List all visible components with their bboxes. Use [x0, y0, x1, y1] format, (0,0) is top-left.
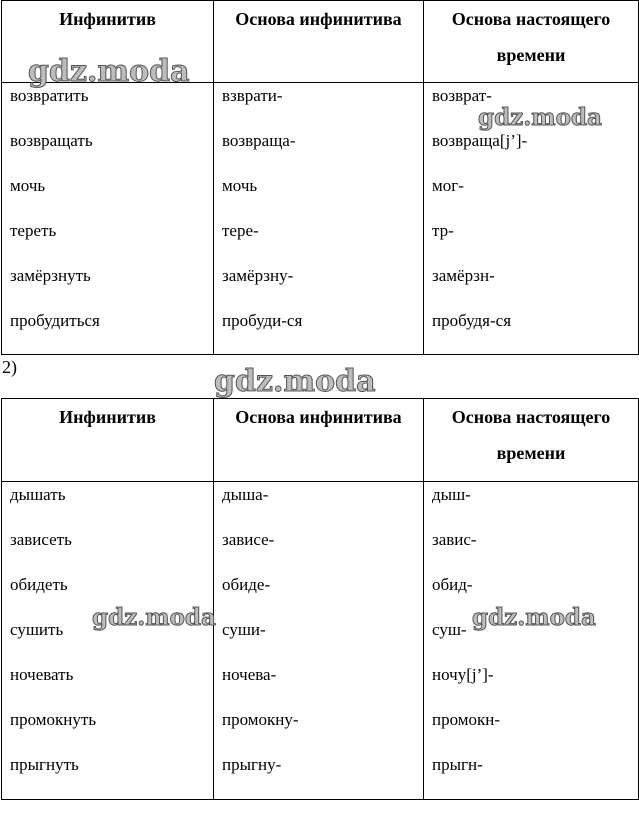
watermark: gdz.moda — [92, 604, 216, 631]
table-row — [2, 482, 639, 800]
cell-value: мог- — [432, 176, 464, 195]
infinitive-stem-column — [214, 482, 424, 800]
cell-value: замёрзнуть — [10, 266, 91, 285]
cell-value: обиде- — [222, 575, 271, 594]
cell-value: промокн- — [432, 710, 501, 729]
cell-value: обидеть — [10, 575, 68, 594]
section-label-2: 2) — [2, 357, 17, 377]
cell-value: обид- — [432, 575, 473, 594]
infinitive-column — [2, 482, 214, 800]
cell-value: зависеть — [10, 530, 72, 549]
header-infinitive-stem: Основа инфинитива — [214, 1, 424, 83]
cell-value: ночевать — [10, 665, 74, 684]
watermark: gdz.moda — [28, 54, 190, 89]
cell-value: пробуди-ся — [222, 311, 303, 330]
cell-value: завис- — [432, 530, 477, 549]
cell-value: мочь — [10, 176, 46, 195]
infinitive-stem-column — [214, 83, 424, 355]
cell-value: суш- — [432, 620, 467, 639]
cell-value: тереть — [10, 221, 57, 240]
cell-value: ночу[j’]- — [432, 665, 494, 684]
cell-value: замёрзн- — [432, 266, 495, 285]
cell-value: прыгну- — [222, 755, 282, 774]
cell-value: возвратить — [10, 86, 89, 105]
cell-value: промокнуть — [10, 710, 97, 729]
header-infinitive: Инфинитив — [2, 1, 214, 83]
cell-value: замёрзну- — [222, 266, 294, 285]
cell-value: сушить — [10, 620, 64, 639]
cell-value: возвраща- — [222, 131, 296, 150]
infinitive-column — [2, 83, 214, 355]
header-row — [2, 1, 639, 83]
present-stem-column — [424, 482, 639, 800]
watermark: gdz.moda — [472, 604, 596, 631]
present-stem-column — [424, 83, 639, 355]
cell-value: дыша- — [222, 485, 269, 504]
header-infinitive-stem: Основа инфинитива — [214, 399, 424, 482]
cell-value: возвраща[j’]- — [432, 131, 528, 150]
cell-value: дыш- — [432, 485, 471, 504]
table-row — [2, 83, 639, 355]
cell-value: дышать — [10, 485, 66, 504]
cell-value: возврат- — [432, 86, 492, 105]
cell-value: ночева- — [222, 665, 277, 684]
header-infinitive: Инфинитив — [2, 399, 214, 482]
cell-value: прыгнуть — [10, 755, 79, 774]
cell-value: взврати- — [222, 86, 283, 105]
cell-value: тере- — [222, 221, 259, 240]
cell-value: зависе- — [222, 530, 275, 549]
cell-value: суши- — [222, 620, 266, 639]
cell-value: тр- — [432, 221, 454, 240]
header-present-stem: Основа настоящего времени — [424, 1, 639, 83]
header-row — [2, 399, 639, 482]
cell-value: пробудя-ся — [432, 311, 512, 330]
verb-table-2 — [1, 398, 639, 800]
header-present-stem: Основа настоящего времени — [424, 399, 639, 482]
watermark: gdz.moda — [478, 104, 602, 131]
cell-value: прыгн- — [432, 755, 483, 774]
watermark: gdz.moda — [214, 364, 376, 399]
cell-value: промокну- — [222, 710, 299, 729]
verb-table-1 — [1, 0, 639, 355]
cell-value: возвращать — [10, 131, 93, 150]
cell-value: мочь — [222, 176, 258, 195]
cell-value: пробудиться — [10, 311, 100, 330]
